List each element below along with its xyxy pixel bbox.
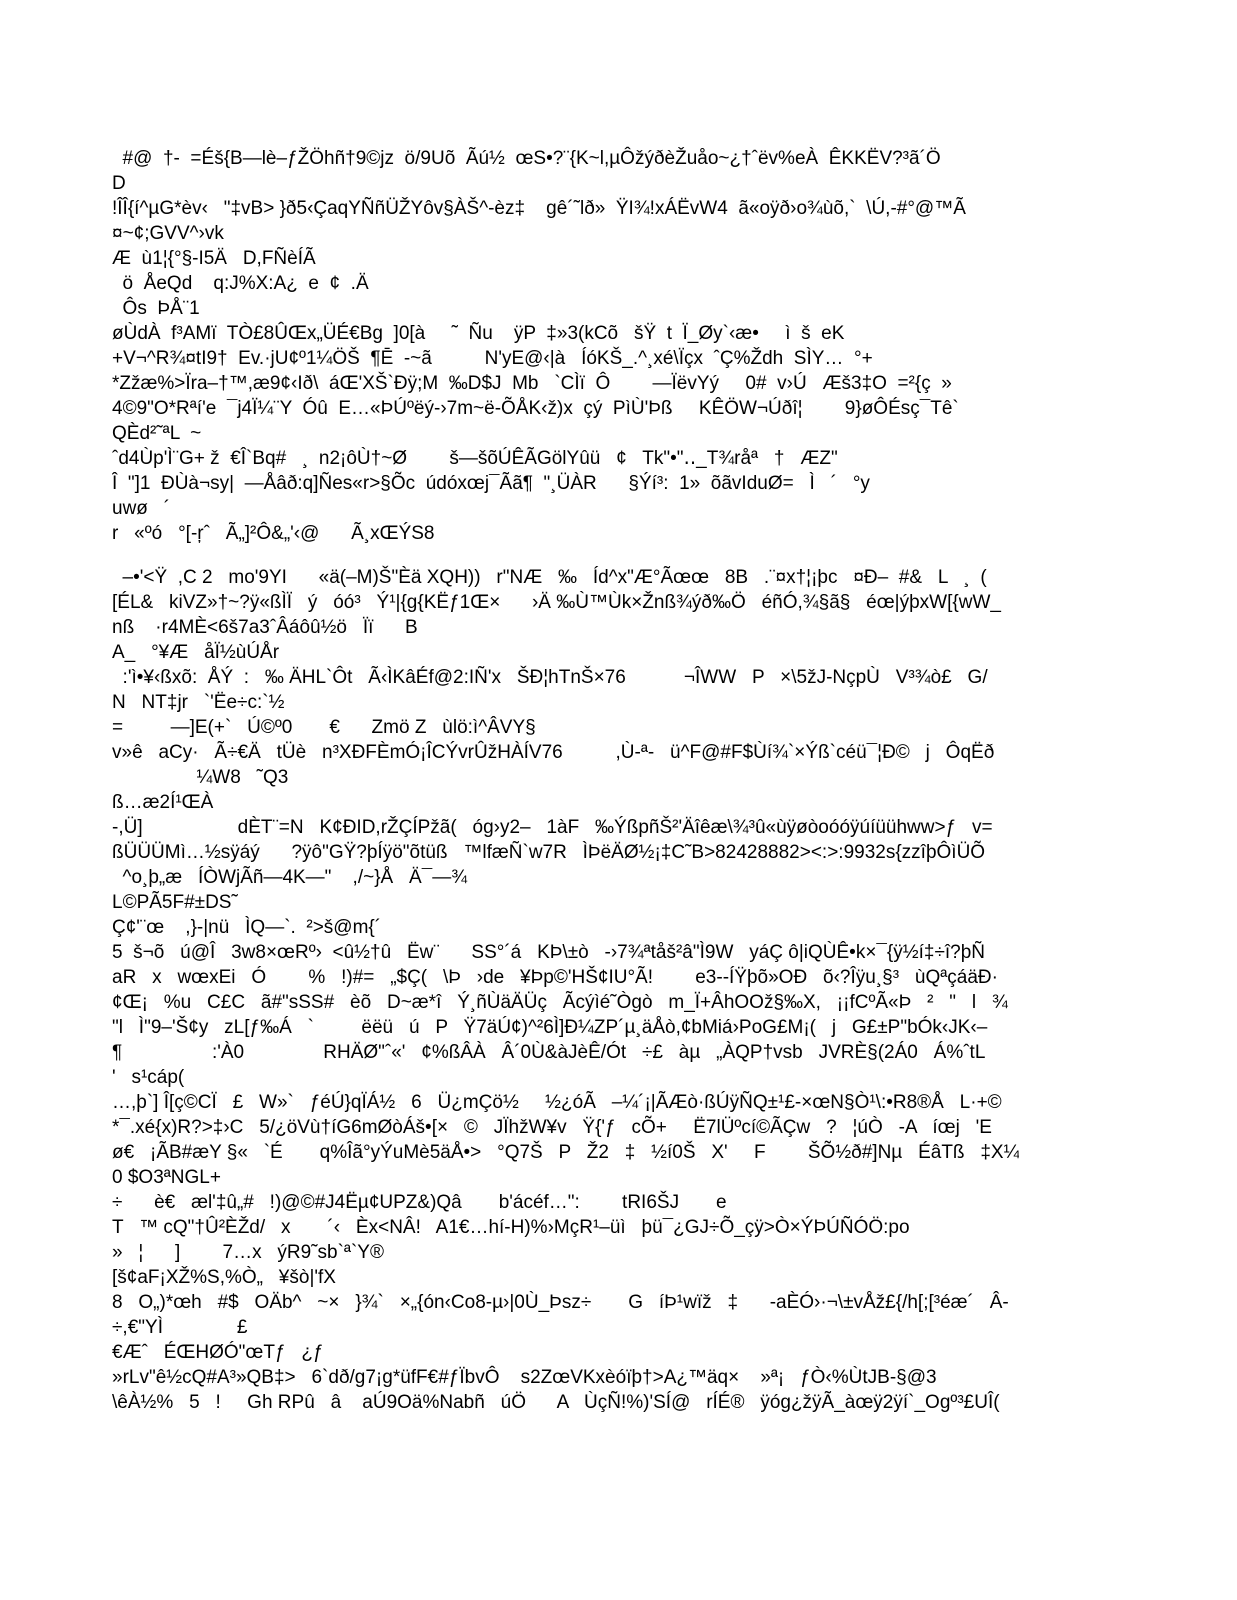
- text-line: [ÉL& kiVZ»†~?ÿ«ßÌÏ ý óó³ Ý¹|{g{KËƒ1Œ× ›Ä ‰Ù™Ùk×Žnß¾ýð‰Ö éñÓ,¾§ã§ éœ|ýþxW[{wW_: [112, 592, 1001, 613]
- garbled-text-block-2: [112, 565, 1019, 1415]
- text-line: ^o¸þ„æ ÍÒWjÃñ—4K—" ,/~}Å Ä¯—¾: [112, 867, 468, 888]
- text-line: –•'<Ÿ ,C 2 mo'9YI «ä(–M)Š"Èä XQH)) r"NÆ ‰ Íd^x"Æ°Ãœœ 8B .¨¤x†¦¡þc ¤Ð– #& L ¸ (: [112, 567, 987, 588]
- text-line: *Zžæ%>Ïra–†™,æ9¢‹Ið\ áŒ'XŠ`Ðÿ;M ‰D$J Mb `CÌï Ô —ÏëvYý 0# v›Ú Æš3‡O =²{ç »: [112, 373, 952, 394]
- text-line: Ôs ÞÅ¨1: [112, 298, 200, 319]
- text-line: QÈd²˜ªL ~: [112, 423, 202, 444]
- text-line: Ç¢'¨œ ,}-|nü ÌQ—`. ²>š@m{´: [112, 917, 382, 938]
- text-line: nß ·r4MÈ<6š7a3ˆÂáôû½ö Ïï B: [112, 617, 418, 638]
- text-line: #@ †- =Éš{B—lè–ƒŽÖhñ†9©jz ö/9Uõ Ãú½ œS•?¨{K~l,µÔžýðèŽuåo~¿†ˆëv%eÀ ÊKKËV?³ã´Ö: [112, 148, 941, 169]
- text-line: 8 O„)*œh #$ OÄb^ ~× }¾` ×„{ón‹Co8-µ›|0Ù_Þsz÷ G íÞ¹wïž ‡ -aÈÓ›·¬\±vÅž£{/h[;[³éæ´ Â-: [112, 1292, 1009, 1313]
- text-line: ¼W8 ˜Q3: [112, 767, 289, 788]
- text-line: €Æˆ ÉŒHØÓ"œTƒ ¿ƒ: [112, 1342, 324, 1363]
- text-line: …,þ`] Î[ç©CÏ £ W»` ƒéÚ}qÏÁ½ 6 Ü¿mÇö½ ½¿óÃ –¼´¡|ÃÆò·ßÚÿÑQ±¹£-×œN§Ò¹\:•R8®Å L·+©: [112, 1092, 1002, 1113]
- text-line: ÷,€"YÌ £: [112, 1317, 248, 1338]
- text-line: ' s¹cáp(: [112, 1067, 185, 1088]
- text-line: ß…æ2Í¹ŒÀ: [112, 792, 214, 813]
- text-line: aR x wœxEi Ó % !)#= „$Ç( \Þ ›de ¥Þp©'HŠ¢IU°Ã! e3--ÍŸþõ»OÐ õ‹?Îÿu¸§³ ùQªçáäÐ·: [112, 967, 998, 988]
- text-line: D: [112, 173, 126, 194]
- text-line: v»ê aCy· Ã÷€Ä tÜè n³XÐFÈmÓ¡ÎCÝvrÛžHÀÍV76 ,Ù-ª- ü^F@#F$Ùí¾`×Ýß`céü¯¦Ð© j ÔqËð: [112, 742, 995, 763]
- text-line: ˆd4Ùp'Ì¨G+ ž €Î`Bq# ¸ n2¡ôÙ†~Ø š—šõÚÊÃGölYûü ¢ Tk"•"‥_T¾råª † ÆZ": [112, 448, 838, 469]
- text-line: A_ °¥Æ åÏ½ùÚÅr: [112, 642, 280, 663]
- text-line: 0 $O3ªNGL+: [112, 1167, 221, 1188]
- text-line: [š¢aF¡XŽ%S,%Ò„ ¥šò|'fX: [112, 1267, 336, 1288]
- text-line: T ™ cQ"†Û²ÈŽd/ x ´‹ Èx<NÂ! A1€…hí-H)%›MçR¹–üì þü¯¿GJ÷Õ_çÿ>Ò×ÝÞÚÑÓÖ:po: [112, 1217, 910, 1238]
- text-line: » ¦ ] 7…x ýR9˜sb`ª`Y®: [112, 1242, 384, 1263]
- text-line: N NT‡jr `'Ëe÷c:`½: [112, 692, 285, 713]
- text-line: "l Ì"9–'Š¢y zL[ƒ‰Á ` ëëü ú P Ÿ7äÚ¢)^²6Ì]Ð¼ZP´µ¸äÅò,¢bMiá›PoG£M¡( j G£±P"bÓk‹JK‹–: [112, 1017, 988, 1038]
- text-line: 4©9"O*Rªí'e ¯j4Ï¼¨Y Óû E…«ÞÚºëý-›7m~ë-ÕÅK‹ž)x çý PìÙ'Þß KÊÖW¬Úðî¦ 9}øÔÉsç¯Tê`: [112, 398, 959, 419]
- text-line: \êÀ½% 5 ! Gh RPû â aÚ9Oä%Nabñ úÖ A ÙçÑ!%)'SÍ@ rÍÉ® ÿóg¿žÿÃ_àœÿ2ÿí`_Ogº³£UÎ(: [112, 1392, 1000, 1413]
- text-line: »rLv"ê½cQ#A³»QB‡> 6`dð/g7¡g*üfF€#ƒÏbvÔ s2ZœVKxèóïþ†>A¿™äq× »ª¡ ƒÒ‹%ÙtJB-§@3: [112, 1367, 937, 1388]
- text-line: 5 š¬õ ú@Î 3w8×œRº› <û½†û Ëw¨ SS°´á KÞ\±ò -›7¾ªtåš²â"Ì9W yáÇ ô|iQÙÊ•k×¯{ÿ½í‡÷î?þÑ: [112, 942, 986, 963]
- text-line: uwø ´: [112, 498, 171, 519]
- text-line: -,Ü] dÈT¨=N K¢ÐID,rŽÇÍPžã( óg›y2– 1àF ‰ÝßpñŠ²'Äîêæ\¾³û«ùÿøòoóóÿúíüühww>ƒ v=: [112, 817, 993, 838]
- text-line: L©PÃ5F#±DS˜: [112, 892, 238, 913]
- garbled-text-block-1: [112, 146, 1019, 546]
- text-line: ÷ è€ æl'‡û„# !)@©#J4Ëµ¢UPZ&)Qâ b'ácéf…": tRI6ŠJ e: [112, 1192, 727, 1213]
- text-line: ¶ :'À0 RHÄØ"ˆ«' ¢%ßÂÀ Â´0Ù&àJèÊ/Ót ÷£ àµ „ÀQP†vsb JVRÈ§(2Á0 Á%ˆtL: [112, 1042, 986, 1063]
- text-line: :'ì•¥‹ßxõ: ÅÝ : ‰ ÄHL`Ôt Ã‹ÌKâÉf@2:IÑ'x ŠÐ¦hTnŠ×76 ¬ÎWW P ×\5žJ-NçpÙ V³¾ò£ G/: [112, 667, 988, 688]
- text-line: ¢Œ¡ %u C£C ã#"sSS# èõ D~æ*î Ý¸ñÙäÄÜç Ãcýìé˜Ògò m_Ï+ÂhOOž§‰X, ¡¡fCºÃ«Þ ² " l ¾: [112, 992, 1008, 1013]
- text-line: ßÜÜÜMì…½sÿáý ?ÿô"GŸ?þÍÿö"õtüß ™lfæÑ`w7R ÌÞëÄØ½¡‡C˜B>82428882><:>:9932s{zzîþÔìÜÕ: [112, 842, 986, 863]
- text-line: ö ÅeQd q:J%X:A¿ e ¢ .Ä: [112, 273, 369, 294]
- text-line: Æ ù1¦{°§-I5Ä D,FÑèÍÃ: [112, 248, 316, 269]
- text-line: Î "]1 ÐÙà¬sy| —Åâð:q]Ñes«r>§Õc údóxœj¯Ãã¶ "¸ÜÀR §Ýí³: 1» õãvIduØ= Ì ´ °y: [112, 473, 870, 494]
- text-line: !ÎÎ{í^µG*èv‹ "‡vB> }ð5‹ÇaqYÑñÜŽYôv§ÀŠ^-èz‡ gê´˜lð» ŸI¾!xÁËvW4 ã«oÿð›o¾ùõ,` \Ú,-#°@™Ã: [112, 198, 966, 219]
- text-line: ¤~¢;GVV^›vk: [112, 223, 224, 244]
- text-line: = —]E(+` Ú©º0 € Zmö Z ùlö:ì^ÂVY§: [112, 717, 536, 738]
- text-line: *¯.xé{x)R?>‡›C 5/¿öVù†íG6mØòÁš•[× © JÏhžW¥v Ÿ{'ƒ cÕ+ Ë7lÜºcí©ÃÇw ? ¦úÒ -A íœj 'E: [112, 1117, 992, 1138]
- text-line: ø€ ¡ÃB#æY §« `É q%Îã°yÝuMè5äÅ•> °Q7Š P Ž2 ‡ ½í0Š X' F ŠÕ½ð#]Nµ ÉâTß ‡X¼: [112, 1142, 1019, 1163]
- text-line: øÙdÀ f³AMï TÒ£8ÛŒx„ÜÉ€Bg ]0[à ˜ Ñu ÿP ‡»3(kCõ šŸ t Ï_Øy`‹æ• ì š eK: [112, 323, 845, 344]
- text-line: r «ºó °[-ŗˆ Ã„]²Ô&„'‹@ Ã¸xŒÝS8: [112, 523, 435, 544]
- text-line: +V¬^R¾¤tI9† Ev.·jU¢º1¼ÖŠ ¶Ē -~ã N'yE@‹|à ÍóKŠ_.^¸xé\Ïçx ˆÇ%Ždh SÌY… °+: [112, 348, 873, 369]
